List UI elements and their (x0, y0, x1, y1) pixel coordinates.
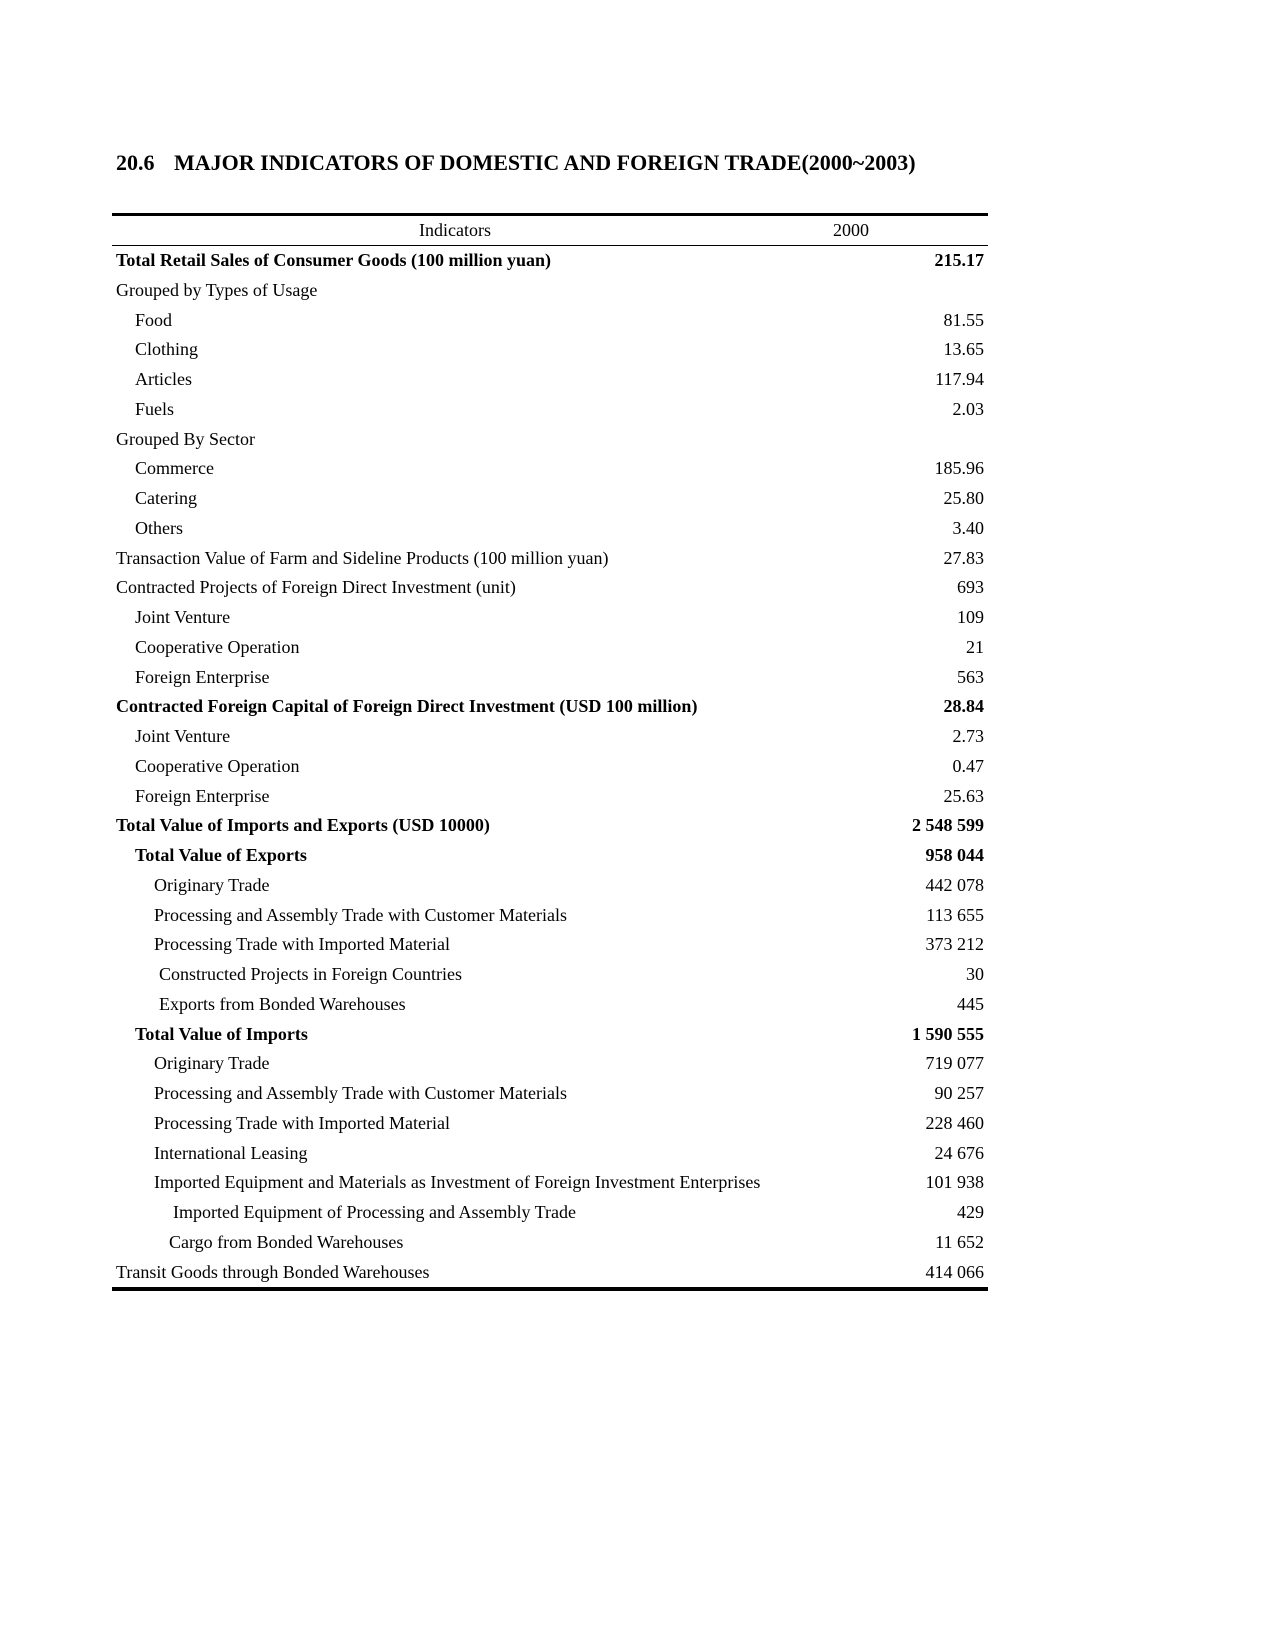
table-row (112, 246, 988, 276)
table-row (112, 901, 988, 931)
table-row (112, 1020, 988, 1050)
row-value: 11 652 (935, 1231, 984, 1252)
row-value: 30 (966, 964, 984, 984)
header-year-2000: 2000 (833, 220, 869, 240)
row-value: 27.83 (943, 547, 984, 568)
row-value: 90 257 (934, 1083, 984, 1103)
table-row (112, 811, 988, 841)
table-row (112, 425, 988, 455)
row-value: 719 077 (925, 1053, 984, 1074)
row-value: 117.94 (935, 369, 984, 389)
row-label: Food (135, 309, 173, 330)
table-row (112, 454, 988, 484)
row-label: Clothing (135, 339, 199, 360)
row-label: International Leasing (154, 1142, 308, 1163)
row-value: 958 044 (925, 845, 984, 865)
row-value: 445 (957, 993, 984, 1014)
table-row (112, 544, 988, 574)
row-label: Processing Trade with Imported Material (154, 1112, 450, 1133)
header-indicators: Indicators (419, 220, 491, 240)
row-label: Contracted Projects of Foreign Direct Investment (unit) (116, 577, 516, 598)
row-label: Total Value of Exports (135, 845, 307, 865)
table-row (112, 752, 988, 782)
row-value: 1 590 555 (912, 1023, 984, 1044)
row-label: Contracted Foreign Capital of Foreign Direct Investment (USD 100 million) (116, 696, 698, 717)
row-label: Imported Equipment and Materials as Investment of Foreign Investment Enterprises (154, 1172, 761, 1193)
table-row (112, 1198, 988, 1228)
row-value: 693 (957, 577, 984, 598)
row-label: Others (135, 517, 183, 538)
row-value: 215.17 (934, 250, 984, 270)
table-row (112, 722, 988, 752)
row-value: 373 212 (925, 934, 984, 955)
row-label: Total Retail Sales of Consumer Goods (100 million yuan) (116, 250, 552, 270)
row-label: Joint Venture (135, 607, 231, 627)
row-label: Fuels (135, 398, 175, 419)
row-label: Processing and Assembly Trade with Customer Materials (154, 904, 567, 925)
row-value: 2.03 (952, 398, 984, 419)
row-value: 81.55 (943, 309, 984, 330)
row-value: 24 676 (934, 1142, 984, 1163)
row-label: Total Value of Imports and Exports (USD 10000) (116, 815, 490, 836)
row-label: Transaction Value of Farm and Sideline Products (100 million yuan) (116, 547, 609, 568)
table-row (112, 603, 988, 633)
row-value: 25.80 (943, 488, 984, 508)
table-row (112, 365, 988, 395)
table-row (112, 306, 988, 336)
row-value: 113 655 (926, 904, 984, 925)
table-row (112, 484, 988, 514)
row-value: 101 938 (925, 1172, 984, 1193)
table-row (112, 395, 988, 425)
row-label: Commerce (135, 458, 214, 479)
title-text: MAJOR INDICATORS OF DOMESTIC AND FOREIGN TRADE(2000~2003) (174, 150, 916, 175)
table-number: 20.6 (116, 150, 155, 175)
table-row (112, 960, 988, 990)
row-label: Grouped By Sector (116, 428, 255, 449)
table-row (112, 1258, 988, 1288)
row-label: Foreign Enterprise (135, 666, 270, 687)
row-label: Exports from Bonded Warehouses (159, 993, 406, 1014)
row-value: 0.47 (952, 755, 984, 776)
row-label: Processing and Assembly Trade with Customer Materials (154, 1083, 567, 1103)
row-value: 185.96 (934, 458, 984, 479)
table-row (112, 871, 988, 901)
table-row (112, 276, 988, 306)
table-row (112, 633, 988, 663)
row-label: Joint Venture (135, 726, 231, 746)
table-row (112, 692, 988, 722)
row-label: Processing Trade with Imported Material (154, 934, 450, 955)
row-value: 28.84 (943, 696, 984, 717)
row-value (984, 276, 988, 306)
row-value: 414 066 (925, 1261, 984, 1282)
row-label: Cargo from Bonded Warehouses (169, 1231, 404, 1252)
table-row (112, 1109, 988, 1139)
table-row (112, 573, 988, 603)
table-row (112, 1168, 988, 1198)
table-row (112, 1079, 988, 1109)
table-row (112, 841, 988, 871)
trade-indicators-table (112, 213, 988, 1291)
row-value: 2.73 (952, 726, 984, 746)
row-value: 3.40 (952, 517, 984, 538)
table-row (112, 1049, 988, 1079)
row-value: 563 (957, 666, 984, 687)
row-value: 442 078 (925, 874, 984, 895)
row-label: Total Value of Imports (135, 1023, 308, 1044)
table-row (112, 782, 988, 812)
row-label: Imported Equipment of Processing and Assembly Trade (173, 1202, 576, 1222)
row-value: 429 (957, 1202, 984, 1222)
table-row (112, 514, 988, 544)
row-value: 13.65 (943, 339, 984, 360)
row-label: Cooperative Operation (135, 636, 300, 657)
row-value: 2 548 599 (912, 815, 984, 836)
table-body (112, 246, 988, 1287)
row-label: Originary Trade (154, 874, 270, 895)
table-row (112, 990, 988, 1020)
row-label: Catering (135, 488, 197, 508)
row-value: 109 (957, 607, 984, 627)
table-header (112, 216, 988, 246)
row-value: 228 460 (925, 1112, 984, 1133)
table-row (112, 1139, 988, 1169)
row-label: Cooperative Operation (135, 755, 300, 776)
page-title (116, 150, 916, 176)
row-label: Grouped by Types of Usage (116, 279, 318, 300)
table-row (112, 663, 988, 693)
table-row (112, 930, 988, 960)
row-value: 25.63 (943, 785, 984, 806)
row-label: Transit Goods through Bonded Warehouses (116, 1261, 430, 1282)
row-value (984, 425, 988, 455)
row-label: Articles (135, 369, 192, 389)
table-row (112, 335, 988, 365)
row-label: Foreign Enterprise (135, 785, 270, 806)
row-label: Constructed Projects in Foreign Countries (159, 964, 462, 984)
row-label: Originary Trade (154, 1053, 270, 1074)
row-value: 21 (966, 636, 984, 657)
table-row (112, 1228, 988, 1258)
